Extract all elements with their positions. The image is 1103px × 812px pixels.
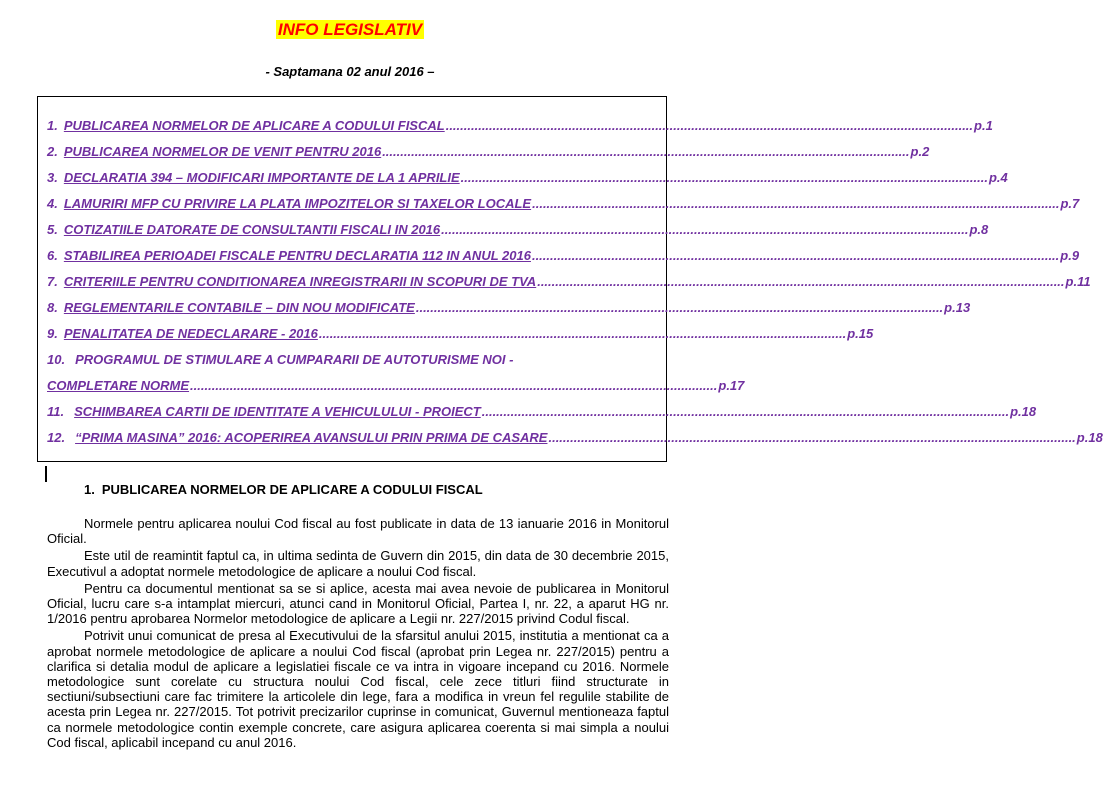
toc-item[interactable] bbox=[47, 248, 1080, 264]
toc-item[interactable] bbox=[47, 196, 1080, 212]
toc-item[interactable] bbox=[47, 144, 930, 160]
section-body bbox=[47, 516, 669, 752]
toc-item-page: p.15 bbox=[847, 326, 874, 341]
paragraph: Pentru ca documentul mentionat sa se si aplice, acesta mai avea nevoie de publicarea in Monitorul Oficial, lucru care s-a intamplat miercuri, atunci cand in Monitorul Oficial, Partea I, nr. 22, a aparut HG nr. 1/2016 pentru aprobarea Normelor metodologice de aplicare a Legii nr. 227/2015 privind Codul fiscal. bbox=[47, 580, 669, 627]
section-number: 1. bbox=[84, 482, 95, 497]
toc-item[interactable] bbox=[47, 300, 971, 316]
toc-item-page: p.13 bbox=[944, 300, 971, 315]
document-title-text: INFO LEGISLATIV bbox=[277, 20, 423, 39]
toc-dot-leader: .................................................................................................................................................. bbox=[318, 326, 847, 341]
toc-item-label[interactable]: PENALITATEA DE NEDECLARARE - 2016 bbox=[63, 326, 318, 341]
toc-item-number: 2. bbox=[47, 144, 58, 159]
toc-item-number: 12. bbox=[47, 430, 66, 445]
document-title bbox=[0, 20, 700, 40]
toc-dot-leader: .................................................................................................................................................. bbox=[460, 170, 988, 185]
toc-item-heading-line[interactable] bbox=[47, 352, 648, 368]
table-of-contents bbox=[37, 96, 1103, 462]
section-title: PUBLICAREA NORMELOR DE APLICARE A CODULUI FISCAL bbox=[101, 482, 483, 497]
toc-item-page: p.9 bbox=[1060, 248, 1080, 263]
toc-dot-leader: .................................................................................................................................................. bbox=[481, 404, 1010, 419]
text-cursor bbox=[45, 466, 47, 482]
toc-item-number: 3. bbox=[47, 170, 58, 185]
toc-item-page: p.17 bbox=[718, 378, 745, 393]
toc-item-label[interactable]: COTIZATIILE DATORATE DE CONSULTANTII FISCALI IN 2016 bbox=[63, 222, 441, 237]
toc-item[interactable] bbox=[47, 222, 989, 238]
toc-dot-leader: .................................................................................................................................................. bbox=[415, 300, 944, 315]
toc-item-page: p.8 bbox=[969, 222, 989, 237]
toc-item-number: 1. bbox=[47, 118, 58, 133]
toc-item-continuation[interactable] bbox=[47, 378, 745, 394]
toc-item-label[interactable]: CRITERIILE PENTRU CONDITIONAREA INREGISTRARII IN SCOPURI DE TVA bbox=[63, 274, 537, 289]
toc-item-label[interactable]: COMPLETARE NORME bbox=[47, 378, 190, 393]
toc-item-label[interactable]: “PRIMA MASINA” 2016: ACOPERIREA AVANSULUI PRIN PRIMA DE CASARE bbox=[75, 430, 548, 445]
toc-item-label-line1[interactable]: PROGRAMUL DE STIMULARE A CUMPARARII DE AUTOTURISME NOI - bbox=[75, 352, 514, 367]
toc-item-page: p.18 bbox=[1076, 430, 1103, 445]
toc-item-number: 8. bbox=[47, 300, 58, 315]
toc-item-label[interactable]: REGLEMENTARILE CONTABILE – DIN NOU MODIFICATE bbox=[63, 300, 415, 315]
toc-dot-leader: .................................................................................................................................................. bbox=[532, 196, 1060, 211]
toc-item-number: 6. bbox=[47, 248, 58, 263]
toc-item-number: 4. bbox=[47, 196, 58, 211]
toc-item-label[interactable]: PUBLICAREA NORMELOR DE APLICARE A CODULUI FISCAL bbox=[63, 118, 445, 133]
paragraph: Normele pentru aplicarea noului Cod fiscal au fost publicate in data de 13 ianuarie 2016 in Monitorul Oficial. bbox=[47, 516, 669, 547]
toc-item-label[interactable]: LAMURIRI MFP CU PRIVIRE LA PLATA IMPOZITELOR SI TAXELOR LOCALE bbox=[63, 196, 532, 211]
toc-item-number: 10. bbox=[47, 352, 66, 367]
toc-item[interactable] bbox=[47, 274, 1091, 290]
toc-item[interactable] bbox=[47, 430, 1103, 446]
paragraph: Potrivit unui comunicat de presa al Executivului de la sfarsitul anului 2015, institutia a mentionat ca a aprobat normele metodologice de aplicare a noului Cod fiscal (aprobat prin Legea nr. 227/2015) pentru a clarifica si detalia modul de aplicare a legislatiei fiscale ce va intra in vigoare incepand cu 2016. Normele metodologice sunt corelate cu structura noului Cod fiscal, cele zece titluri fiind structurate in sectiuni/subsectiuni care fac trimitere la articolele din lege, fara a modifica in vreun fel regulile stabilite de acesta prin Legea nr. 227/2015. Tot potrivit precizarilor cuprinse in comunicat, Guvernul mentioneaza faptul ca normele metodologice contin exemple concrete, care asigura aplicarea coerenta si mai simpla a noului Cod fiscal, aplicabil incepand cu anul 2016. bbox=[47, 628, 669, 750]
toc-item-label[interactable]: DECLARATIA 394 – MODIFICARI IMPORTANTE DE LA 1 APRILIE bbox=[63, 170, 460, 185]
toc-dot-leader: .................................................................................................................................................. bbox=[531, 248, 1060, 263]
toc-dot-leader: .................................................................................................................................................. bbox=[441, 222, 969, 237]
toc-item-page: p.18 bbox=[1010, 404, 1037, 419]
toc-item[interactable] bbox=[47, 170, 1008, 186]
toc-dot-leader: .................................................................................................................................................. bbox=[548, 430, 1076, 445]
toc-item-number: 11. bbox=[47, 404, 65, 419]
toc-item-label[interactable]: SCHIMBAREA CARTII DE IDENTITATE A VEHICULULUI - PROIECT bbox=[74, 404, 481, 419]
toc-dot-leader: .................................................................................................................................................. bbox=[537, 274, 1065, 289]
toc-item-page: p.1 bbox=[974, 118, 993, 133]
week-subtitle: - Saptamana 02 anul 2016 – bbox=[265, 64, 435, 79]
toc-item-page: p.7 bbox=[1060, 196, 1080, 211]
toc-dot-leader: .................................................................................................................................................. bbox=[190, 378, 718, 393]
toc-item-page: p.11 bbox=[1065, 274, 1091, 289]
toc-item-label[interactable]: STABILIREA PERIOADEI FISCALE PENTRU DECLARATIA 112 IN ANUL 2016 bbox=[63, 248, 531, 263]
toc-item[interactable] bbox=[47, 326, 874, 342]
paragraph: Este util de reamintit faptul ca, in ultima sedinta de Guvern din 2015, din data de 30 decembrie 2015, Executivul a adoptat normele metodologice de aplicare a noului Cod fiscal. bbox=[47, 548, 669, 579]
toc-item-page: p.2 bbox=[910, 144, 930, 159]
toc-item-number: 9. bbox=[47, 326, 58, 341]
toc-item-number: 5. bbox=[47, 222, 58, 237]
toc-dot-leader: .................................................................................................................................................. bbox=[445, 118, 974, 133]
toc-item[interactable] bbox=[47, 404, 1037, 420]
toc-item-page: p.4 bbox=[988, 170, 1008, 185]
toc-dot-leader: .................................................................................................................................................. bbox=[382, 144, 910, 159]
section-heading bbox=[84, 482, 483, 497]
toc-item-number: 7. bbox=[47, 274, 58, 289]
toc-item-label[interactable]: PUBLICAREA NORMELOR DE VENIT PENTRU 2016 bbox=[63, 144, 382, 159]
toc-item[interactable] bbox=[47, 118, 993, 134]
